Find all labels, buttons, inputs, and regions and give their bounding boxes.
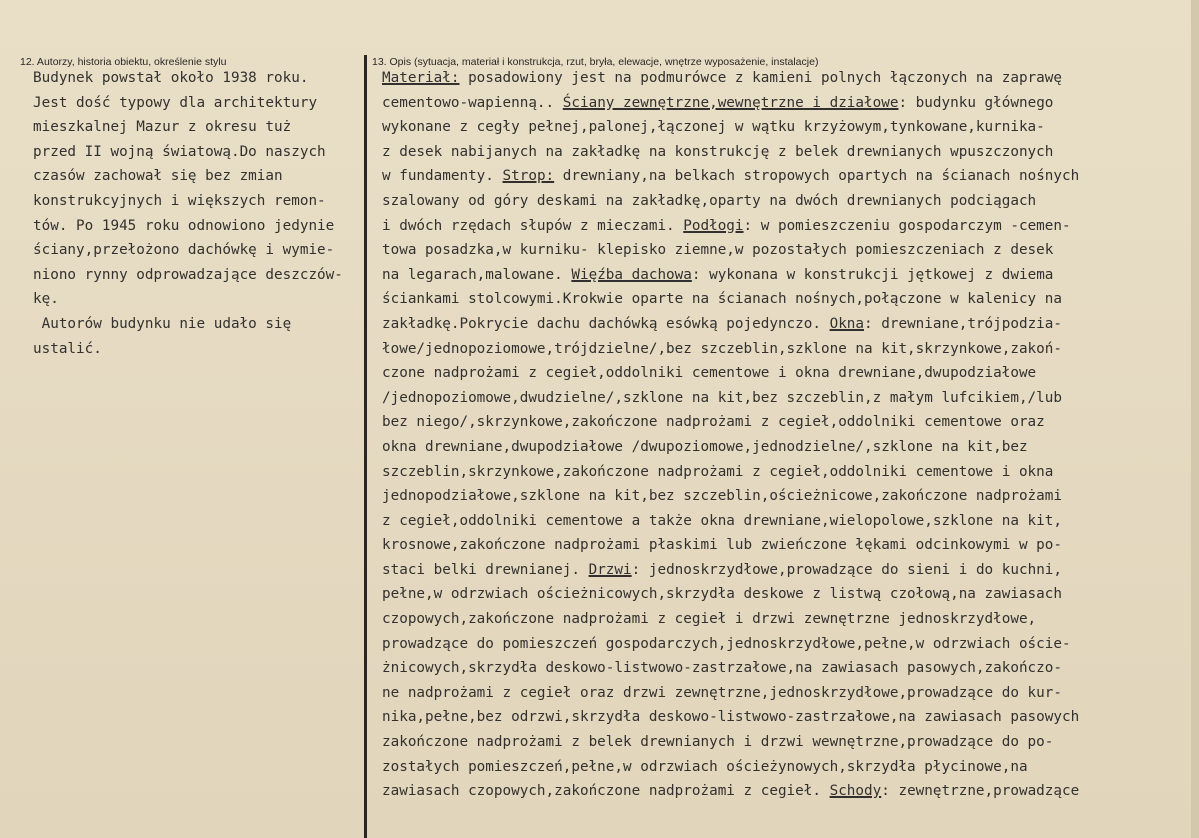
text-line <box>382 779 1079 804</box>
text-segment: prowadzące do pomieszczeń gospodarczych,jednoskrzydłowe,pełne,w odrzwiach oście- <box>382 635 1071 652</box>
text-line: konstrukcyjnych i większych remon- <box>33 192 326 209</box>
text-segment: : w pomieszczeniu gospodarczym -cemen- <box>743 217 1071 234</box>
text-line <box>382 435 1079 460</box>
text-segment: krosnowe,zakończone nadprożami płaskimi lub zwieńczone łękami odcinkowymi w po- <box>382 537 1062 554</box>
text-segment: szalowany od góry deskami na zakładkę,oparty na dwóch drewnianych podciągach <box>382 192 1037 209</box>
text-line: ustalić. <box>33 340 102 357</box>
section-heading: Strop: <box>502 168 555 185</box>
text-line <box>382 410 1079 435</box>
column-divider <box>364 55 367 838</box>
card-edge <box>1191 0 1199 838</box>
text-segment: łowe/jednopoziomowe,trójdzielne/,bez szczeblin,szklone na kit,skrzynkowe,zakoń- <box>382 340 1062 357</box>
authors-history-text <box>33 66 343 361</box>
text-segment: cementowo-wapienną.. <box>382 94 563 111</box>
text-segment: drewniany,na belkach stropowych opartych na ścianach nośnych <box>554 168 1080 185</box>
text-segment: z desek nabijanych na zakładkę na konstrukcję z belek drewnianych wpuszczonych <box>382 143 1054 160</box>
text-line <box>382 730 1079 755</box>
text-line <box>382 263 1079 288</box>
text-segment: okna drewniane,dwupodziałowe /dwupoziomowe,jednodzielne/,szklone na kit,bez <box>382 438 1028 455</box>
text-line: niono rynny odprowadzające deszczów- <box>33 266 343 283</box>
text-segment: zawiasach czopowych,zakończone nadprożami z cegieł. <box>382 783 830 800</box>
text-line <box>382 214 1079 239</box>
text-line <box>382 386 1079 411</box>
section-heading: Okna <box>829 315 865 332</box>
text-line: ściany,przełożono dachówkę i wymie- <box>33 242 335 259</box>
text-segment: żnicowych,skrzydła deskowo-listwowo-zastrzałowe,na zawiasach pasowych,zakończo- <box>382 660 1062 677</box>
text-segment: czone nadprożami z cegieł,oddolniki cementowe i okna drewniane,dwupodziałowe <box>382 365 1037 382</box>
text-segment: : jednoskrzydłowe,prowadzące do sieni i do kuchni, <box>631 561 1063 578</box>
section-heading: Materiał: <box>382 70 460 86</box>
section-heading: Ściany zewnętrzne,wewnętrzne i działowe <box>562 94 899 111</box>
text-line <box>382 287 1079 312</box>
text-line <box>382 312 1079 337</box>
text-line <box>382 115 1079 140</box>
section-heading: Schody <box>829 783 882 800</box>
text-segment: zakończone nadprożami z belek drewnianych i drzwi wewnętrzne,prowadzące do po- <box>382 734 1054 751</box>
text-segment: zakładkę.Pokrycie dachu dachówką esówką pojedynczo. <box>382 315 830 332</box>
text-segment: towa posadzka,w kurniku- klepisko ziemne,w pozostałych pomieszczeniach z desek <box>382 242 1054 259</box>
text-line <box>382 656 1079 681</box>
text-line <box>382 361 1079 386</box>
text-line: kę. <box>33 291 59 308</box>
text-line: czasów zachował się bez zmian <box>33 168 283 185</box>
text-line <box>382 66 1079 91</box>
text-line <box>382 484 1079 509</box>
text-line <box>382 582 1079 607</box>
text-line <box>382 632 1079 657</box>
text-line <box>382 91 1079 116</box>
text-line <box>382 681 1079 706</box>
section-heading: Drzwi <box>588 561 632 578</box>
text-segment: ściankami stolcowymi.Krokwie oparte na ścianach nośnych,połączone w kalenicy na <box>382 291 1062 308</box>
text-line <box>382 607 1079 632</box>
section-heading: Więźba dachowa <box>571 266 692 283</box>
text-segment: i dwóch rzędach słupów z mieczami. <box>382 217 684 234</box>
text-line <box>382 755 1079 780</box>
text-segment: jednopodziałowe,szklone na kit,bez szczeblin,ościeżnicowe,zakończone nadprożami <box>382 488 1062 505</box>
text-segment: : budynku głównego <box>898 94 1054 111</box>
text-line: tów. Po 1945 roku odnowiono jedynie <box>33 217 335 234</box>
text-line <box>382 337 1079 362</box>
text-line <box>382 164 1079 189</box>
text-segment: szczeblin,skrzynkowe,zakończone nadprożami z cegieł,oddolniki cementowe i okna <box>382 463 1054 480</box>
text-segment: : drewniane,trójpodzia- <box>864 315 1063 332</box>
text-segment: staci belki drewnianej. <box>382 561 589 578</box>
text-segment: na legarach,malowane. <box>382 266 572 283</box>
text-segment: : wykonana w konstrukcji jętkowej z dwiema <box>691 266 1054 283</box>
section-heading: Podłogi <box>683 217 744 234</box>
text-line <box>382 140 1079 165</box>
text-segment: czopowych,zakończone nadprożami z cegieł i drzwi zewnętrzne jednoskrzydłowe, <box>382 611 1037 628</box>
text-segment: nika,pełne,bez odrzwi,skrzydła deskowo-listwowo-zastrzałowe,na zawiasach pasowych <box>382 709 1080 726</box>
text-line <box>382 558 1079 583</box>
section-13-header: 13. Opis (sytuacja, materiał i konstrukcja, rzut, bryła, elewacje, wnętrze wyposażenie, instalacje) <box>372 56 819 68</box>
section-12-header: 12. Autorzy, historia obiektu, określenie stylu <box>20 56 227 68</box>
text-line <box>382 460 1079 485</box>
text-line: Autorów budynku nie udało się <box>33 315 292 332</box>
text-segment: z cegieł,oddolniki cementowe a także okna drewniane,wielopolowe,szklone na kit, <box>382 512 1062 529</box>
description-text <box>382 66 1079 804</box>
text-segment: bez niego/,skrzynkowe,zakończone nadprożami z cegieł,oddolniki cementowe oraz <box>382 414 1045 431</box>
text-line <box>382 509 1079 534</box>
text-line <box>382 238 1079 263</box>
text-segment: pełne,w odrzwiach ościeżnicowych,skrzydła deskowe z listwą czołową,na zawiasach <box>382 586 1062 603</box>
text-segment: zostałych pomieszczeń,pełne,w odrzwiach ościeżynowych,skrzydła płycinowe,na <box>382 758 1028 775</box>
text-segment: wykonane z cegły pełnej,palonej,łączonej w wątku krzyżowym,tynkowane,kurnika- <box>382 119 1045 136</box>
text-line <box>382 705 1079 730</box>
text-line: Jest dość typowy dla architektury <box>33 94 318 111</box>
text-line <box>382 533 1079 558</box>
text-line <box>382 189 1079 214</box>
text-segment: posadowiony jest na podmurówce z kamieni polnych łączonych na zaprawę <box>459 70 1062 86</box>
text-segment: : zewnętrzne,prowadzące <box>881 783 1080 800</box>
text-segment: ne nadprożami z cegieł oraz drzwi zewnętrzne,jednoskrzydłowe,prowadzące do kur- <box>382 684 1062 701</box>
text-line: Budynek powstał około 1938 roku. <box>33 70 309 86</box>
text-segment: /jednopoziomowe,dwudzielne/,szklone na kit,bez szczeblin,z małym lufcikiem,/lub <box>382 389 1062 406</box>
text-line: mieszkalnej Mazur z okresu tuż <box>33 119 292 136</box>
text-segment: w fundamenty. <box>382 168 503 185</box>
text-line: przed II wojną światową.Do naszych <box>33 143 326 160</box>
